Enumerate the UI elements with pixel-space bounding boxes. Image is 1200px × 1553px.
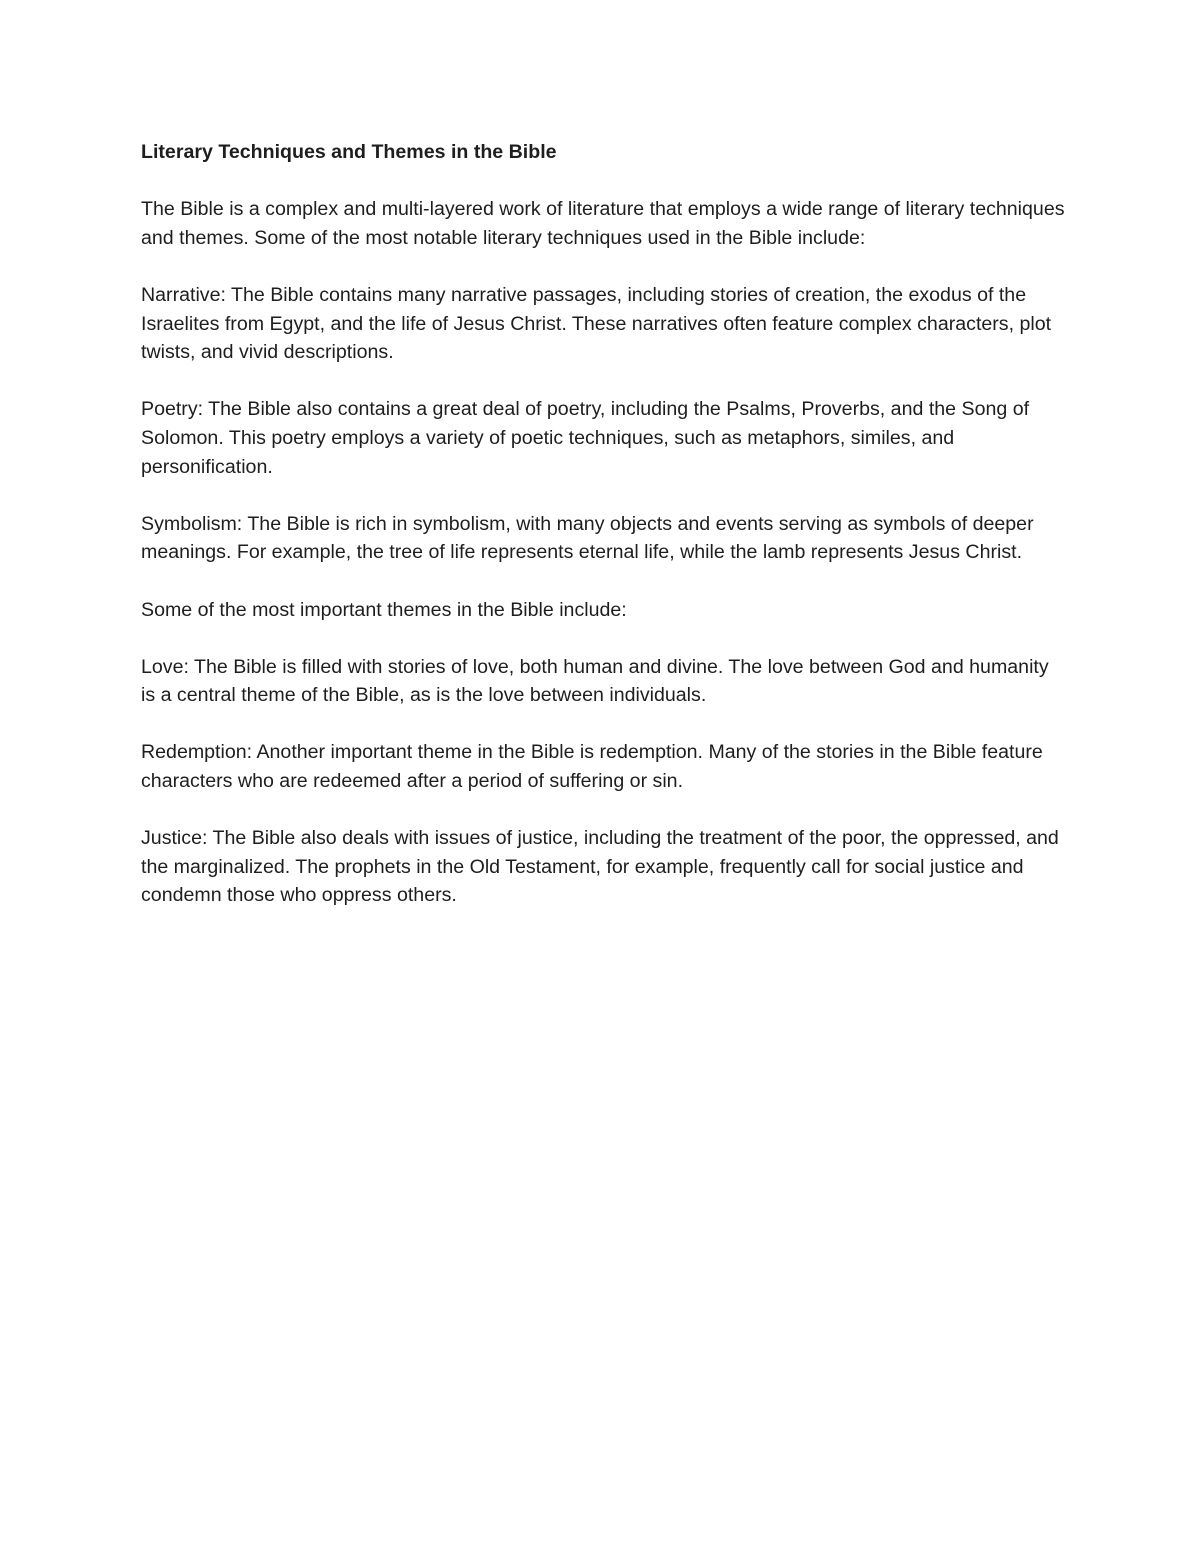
paragraph-justice: Justice: The Bible also deals with issues of justice, including the treatment of the poor, the oppressed, and the marginalized. The prophets in the Old Testament, for example, frequently call for social justice and condemn those who oppress others.: [141, 827, 1059, 907]
paragraph-poetry: Poetry: The Bible also contains a great deal of poetry, including the Psalms, Proverbs, and the Song of Solomon. This poetry employs a variety of poetic techniques, such as metaphors, similes, and personification.: [141, 398, 1030, 478]
paragraph-themes-intro: Some of the most important themes in the Bible include:: [141, 598, 627, 621]
document-body: [141, 138, 1066, 939]
paragraph-narrative: Narrative: The Bible contains many narrative passages, including stories of creation, the exodus of the Israelites from Egypt, and the life of Jesus Christ. These narratives often feature complex characters, plot twists, and vivid descriptions.: [141, 283, 1052, 364]
document-title: Literary Techniques and Themes in the Bible: [141, 141, 557, 163]
paragraph-symbolism: Symbolism: The Bible is rich in symbolism, with many objects and events serving as symbols of deeper meanings. For example, the tree of life represents eternal life, while the lamb represents Jesus Christ.: [141, 512, 1034, 564]
paragraph-love: Love: The Bible is filled with stories of love, both human and divine. The love between God and humanity is a central theme of the Bible, as is the love between individuals.: [141, 655, 1049, 707]
paragraph-intro: The Bible is a complex and multi-layered work of literature that employs a wide range of literary techniques and themes. Some of the most notable literary techniques used in the Bible include:: [141, 198, 1065, 249]
paragraph-redemption: Redemption: Another important theme in the Bible is redemption. Many of the stories in the Bible feature characters who are redeemed after a period of suffering or sin.: [141, 741, 1043, 793]
